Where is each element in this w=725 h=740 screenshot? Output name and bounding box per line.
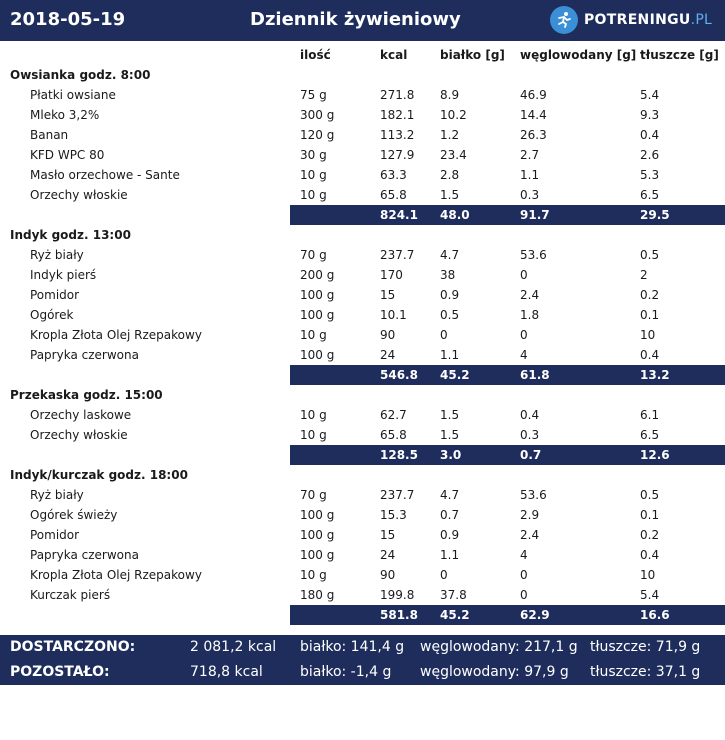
total-kcal: 581.8 <box>380 608 418 622</box>
summary-delivered-row <box>0 635 725 660</box>
food-protein: 0.9 <box>440 288 460 302</box>
food-kcal: 182.1 <box>380 108 415 122</box>
food-kcal: 237.7 <box>380 248 415 262</box>
total-fat: 13.2 <box>640 368 670 382</box>
brand-logo[interactable] <box>550 7 712 33</box>
food-row <box>0 125 725 145</box>
food-kcal: 65.8 <box>380 428 407 442</box>
food-carbs: 53.6 <box>520 248 547 262</box>
food-carbs: 0 <box>520 568 528 582</box>
food-amount: 300 g <box>300 108 335 122</box>
delivered-carbs: węglowodany: 217,1 g <box>420 639 578 655</box>
food-amount: 100 g <box>300 528 335 542</box>
food-protein: 1.5 <box>440 428 460 442</box>
page-title: Dziennik żywieniowy <box>250 9 461 30</box>
food-fat: 0.2 <box>640 528 660 542</box>
food-fat: 2.6 <box>640 148 660 162</box>
meal-heading-lunch <box>0 225 725 245</box>
meal-total-row <box>0 365 725 385</box>
food-fat: 5.4 <box>640 88 660 102</box>
food-name: Papryka czerwona <box>30 548 139 562</box>
food-fat: 6.5 <box>640 428 660 442</box>
food-name: Pomidor <box>30 528 80 542</box>
food-kcal: 65.8 <box>380 188 407 202</box>
food-kcal: 199.8 <box>380 588 415 602</box>
food-kcal: 10.1 <box>380 308 407 322</box>
food-protein: 0.5 <box>440 308 460 322</box>
food-amount: 100 g <box>300 348 335 362</box>
food-protein: 0.7 <box>440 508 460 522</box>
food-carbs: 0 <box>520 588 528 602</box>
food-row <box>0 85 725 105</box>
food-amount: 10 g <box>300 328 327 342</box>
food-protein: 1.1 <box>440 548 460 562</box>
food-amount: 100 g <box>300 308 335 322</box>
food-row <box>0 265 725 285</box>
food-name: Ogórek <box>30 308 74 322</box>
food-kcal: 15 <box>380 288 396 302</box>
food-row <box>0 425 725 445</box>
food-protein: 10.2 <box>440 108 467 122</box>
total-carbs: 61.8 <box>520 368 550 382</box>
food-name: Orzechy włoskie <box>30 428 128 442</box>
food-name: Orzechy włoskie <box>30 188 128 202</box>
food-fat: 0.5 <box>640 248 660 262</box>
food-row <box>0 485 725 505</box>
journal-date: 2018-05-19 <box>10 9 126 30</box>
food-kcal: 24 <box>380 548 396 562</box>
food-fat: 6.1 <box>640 408 660 422</box>
food-carbs: 2.4 <box>520 288 540 302</box>
daily-summary <box>0 635 725 685</box>
food-fat: 10 <box>640 328 656 342</box>
food-amount: 10 g <box>300 188 327 202</box>
food-name: KFD WPC 80 <box>30 148 105 162</box>
food-protein: 37.8 <box>440 588 467 602</box>
food-carbs: 0 <box>520 268 528 282</box>
total-protein: 48.0 <box>440 208 470 222</box>
food-amount: 10 g <box>300 568 327 582</box>
food-fat: 0.1 <box>640 508 660 522</box>
food-carbs: 2.4 <box>520 528 540 542</box>
meal-name: Owsianka godz. 8:00 <box>10 68 151 82</box>
food-protein: 4.7 <box>440 488 460 502</box>
food-protein: 1.2 <box>440 128 460 142</box>
food-carbs: 14.4 <box>520 108 547 122</box>
food-row <box>0 285 725 305</box>
remaining-kcal: 718,8 kcal <box>190 664 263 680</box>
food-fat: 0.2 <box>640 288 660 302</box>
food-fat: 5.3 <box>640 168 660 182</box>
food-amount: 30 g <box>300 148 327 162</box>
brand-name-suffix: .PL <box>690 12 713 28</box>
brand-name-main: POTRENINGU <box>584 12 691 28</box>
food-row <box>0 145 725 165</box>
total-fat: 12.6 <box>640 448 670 462</box>
food-row <box>0 185 725 205</box>
food-fat: 0.5 <box>640 488 660 502</box>
food-kcal: 90 <box>380 568 396 582</box>
food-protein: 2.8 <box>440 168 460 182</box>
food-fat: 0.4 <box>640 548 660 562</box>
food-kcal: 15.3 <box>380 508 407 522</box>
runner-icon <box>550 6 578 34</box>
total-fat: 16.6 <box>640 608 670 622</box>
total-fat: 29.5 <box>640 208 670 222</box>
food-amount: 70 g <box>300 248 327 262</box>
remaining-fat: tłuszcze: 37,1 g <box>590 664 701 680</box>
col-fat: tłuszcze [g] <box>640 48 719 62</box>
food-name: Pomidor <box>30 288 80 302</box>
food-name: Ogórek świeży <box>30 508 118 522</box>
meal-heading-breakfast <box>0 65 725 85</box>
page-header <box>0 0 725 41</box>
food-name: Orzechy laskowe <box>30 408 132 422</box>
food-name: Indyk pierś <box>30 268 97 282</box>
food-carbs: 1.1 <box>520 168 540 182</box>
food-kcal: 237.7 <box>380 488 415 502</box>
food-protein: 0 <box>440 568 448 582</box>
food-carbs: 0 <box>520 328 528 342</box>
food-kcal: 24 <box>380 348 396 362</box>
brand-name <box>584 12 712 28</box>
meal-total-row <box>0 445 725 465</box>
total-protein: 45.2 <box>440 368 470 382</box>
food-protein: 0 <box>440 328 448 342</box>
food-name: Kropla Złota Olej Rzepakowy <box>30 328 202 342</box>
food-carbs: 0.3 <box>520 188 540 202</box>
food-fat: 0.4 <box>640 128 660 142</box>
food-amount: 120 g <box>300 128 335 142</box>
food-amount: 75 g <box>300 88 327 102</box>
food-carbs: 4 <box>520 348 528 362</box>
delivered-protein: białko: 141,4 g <box>300 639 405 655</box>
food-amount: 10 g <box>300 408 327 422</box>
food-kcal: 63.3 <box>380 168 407 182</box>
food-name: Masło orzechowe - Sante <box>30 168 180 182</box>
food-carbs: 26.3 <box>520 128 547 142</box>
total-protein: 3.0 <box>440 448 462 462</box>
food-carbs: 0.4 <box>520 408 540 422</box>
food-fat: 9.3 <box>640 108 660 122</box>
delivered-fat: tłuszcze: 71,9 g <box>590 639 701 655</box>
total-kcal: 128.5 <box>380 448 418 462</box>
food-amount: 10 g <box>300 168 327 182</box>
col-carbs: węglowodany [g] <box>520 48 637 62</box>
food-name: Płatki owsiane <box>30 88 116 102</box>
food-fat: 0.4 <box>640 348 660 362</box>
food-fat: 5.4 <box>640 588 660 602</box>
total-carbs: 62.9 <box>520 608 550 622</box>
food-row <box>0 345 725 365</box>
food-row <box>0 505 725 525</box>
food-row <box>0 525 725 545</box>
food-name: Ryż biały <box>30 488 84 502</box>
food-carbs: 2.9 <box>520 508 540 522</box>
food-protein: 1.5 <box>440 188 460 202</box>
food-kcal: 170 <box>380 268 403 282</box>
food-name: Papryka czerwona <box>30 348 139 362</box>
food-name: Banan <box>30 128 69 142</box>
food-fat: 6.5 <box>640 188 660 202</box>
total-kcal: 824.1 <box>380 208 418 222</box>
food-row <box>0 565 725 585</box>
food-name: Ryż biały <box>30 248 84 262</box>
total-protein: 45.2 <box>440 608 470 622</box>
meal-total-row <box>0 605 725 625</box>
food-kcal: 271.8 <box>380 88 415 102</box>
meal-heading-snack <box>0 385 725 405</box>
food-amount: 70 g <box>300 488 327 502</box>
col-kcal: kcal <box>380 48 408 62</box>
food-row <box>0 585 725 605</box>
food-carbs: 2.7 <box>520 148 540 162</box>
food-kcal: 15 <box>380 528 396 542</box>
food-amount: 10 g <box>300 428 327 442</box>
food-name: Kropla Złota Olej Rzepakowy <box>30 568 202 582</box>
food-amount: 100 g <box>300 288 335 302</box>
total-carbs: 91.7 <box>520 208 550 222</box>
total-carbs: 0.7 <box>520 448 542 462</box>
col-protein: białko [g] <box>440 48 505 62</box>
food-name: Kurczak pierś <box>30 588 111 602</box>
food-row <box>0 245 725 265</box>
food-kcal: 113.2 <box>380 128 415 142</box>
food-protein: 1.1 <box>440 348 460 362</box>
food-kcal: 127.9 <box>380 148 415 162</box>
food-carbs: 53.6 <box>520 488 547 502</box>
summary-remaining-row <box>0 660 725 685</box>
food-carbs: 0.3 <box>520 428 540 442</box>
food-amount: 100 g <box>300 548 335 562</box>
food-fat: 10 <box>640 568 656 582</box>
food-row <box>0 105 725 125</box>
meal-total-row <box>0 205 725 225</box>
food-row <box>0 405 725 425</box>
meal-name: Przekaska godz. 15:00 <box>10 388 163 402</box>
food-protein: 8.9 <box>440 88 460 102</box>
food-fat: 2 <box>640 268 648 282</box>
food-protein: 1.5 <box>440 408 460 422</box>
food-carbs: 46.9 <box>520 88 547 102</box>
food-amount: 180 g <box>300 588 335 602</box>
food-protein: 0.9 <box>440 528 460 542</box>
food-protein: 23.4 <box>440 148 467 162</box>
food-carbs: 4 <box>520 548 528 562</box>
food-kcal: 62.7 <box>380 408 407 422</box>
food-row <box>0 545 725 565</box>
delivered-kcal: 2 081,2 kcal <box>190 639 277 655</box>
remaining-protein: białko: -1,4 g <box>300 664 392 680</box>
food-row <box>0 325 725 345</box>
food-row <box>0 305 725 325</box>
food-protein: 38 <box>440 268 456 282</box>
food-kcal: 90 <box>380 328 396 342</box>
food-row <box>0 165 725 185</box>
col-amount: ilość <box>300 48 331 62</box>
remaining-label: POZOSTAŁO: <box>10 664 110 680</box>
delivered-label: DOSTARCZONO: <box>10 639 136 655</box>
meal-name: Indyk/kurczak godz. 18:00 <box>10 468 188 482</box>
food-name: Mleko 3,2% <box>30 108 100 122</box>
food-protein: 4.7 <box>440 248 460 262</box>
remaining-carbs: węglowodany: 97,9 g <box>420 664 569 680</box>
meal-name: Indyk godz. 13:00 <box>10 228 131 242</box>
food-amount: 200 g <box>300 268 335 282</box>
food-amount: 100 g <box>300 508 335 522</box>
meal-heading-dinner <box>0 465 725 485</box>
food-carbs: 1.8 <box>520 308 540 322</box>
total-kcal: 546.8 <box>380 368 418 382</box>
column-headers <box>0 45 725 65</box>
food-fat: 0.1 <box>640 308 660 322</box>
